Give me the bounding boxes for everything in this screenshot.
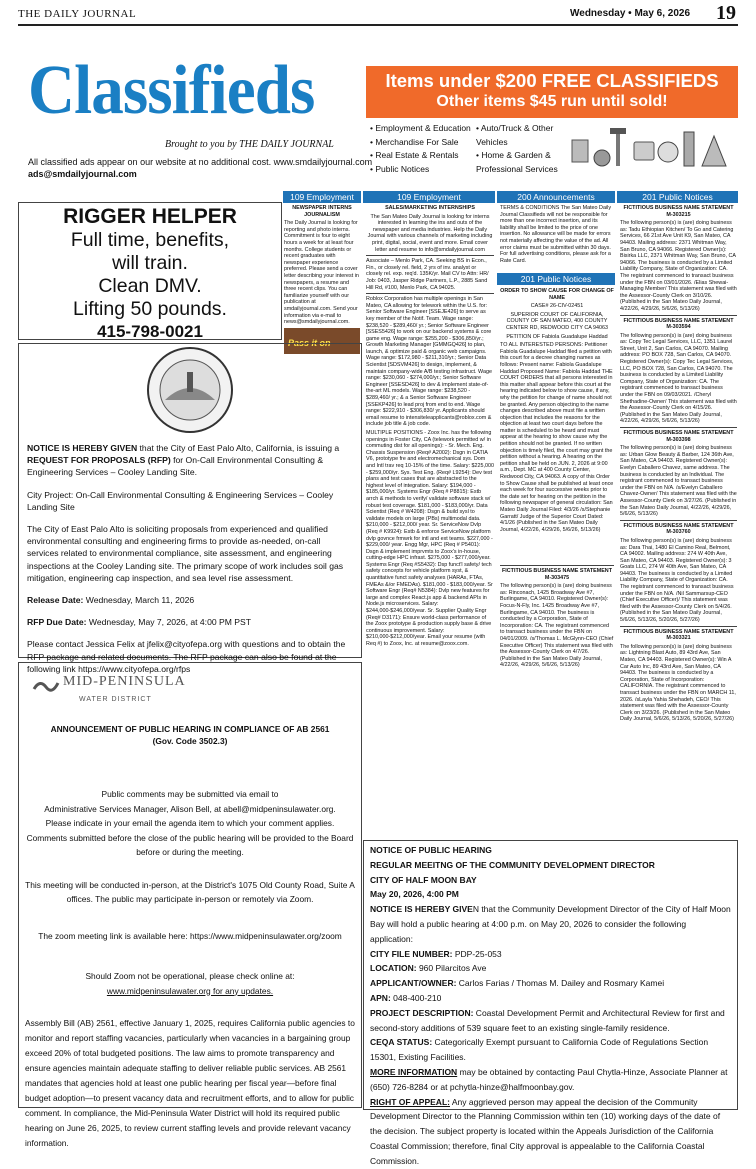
ad-line: Lifting 50 pounds. <box>73 298 227 320</box>
epa-due: RFP Due Date: Wednesday, May 7, 2026, at 4:00 PM PST <box>27 617 252 628</box>
terms-text: TERMS & CONDITIONS The San Mateo Daily Journal Classifieds will not be responsible for more than one incorrect insertion, and its liability shall be limited to the price of one insertion. No allowance will be made for errors not materially affecting the value of the ad. All error claims must be submitted within 30 days. For full advertising conditions, please ask for a Rate Card. <box>500 205 612 264</box>
zoom-link[interactable]: The zoom meeting link is available here: https://www.midpeninsulawater.org/zoom <box>38 930 342 941</box>
mpwd-text: Administrative Services Manager, Alison Bell, at abell@midpeninsulawater.org. <box>44 803 336 814</box>
mpwd-text: Comments submitted before the close of the public hearing will be provided to the Board <box>26 832 354 843</box>
ad-phone[interactable]: 415-798-0021 <box>97 322 203 341</box>
ad-line: Full time, benefits, <box>70 229 230 251</box>
mpwd-title: ANNOUNCEMENT OF PUBLIC HEARING IN COMPLIANCE OF AB 2561 <box>50 724 330 734</box>
fbn-body: The following person(s) is (are) doing business as: Urban Glow Beauty & Barber, 124 36th Ave, San Mateo, CA 94403. Registered Owner(s): Evelyn Caballero Chavez, same address. The business is conducted by an Individual. The registrant commenced to transact business under the FBN on N/A. /s/Evelyn Caballero Chavez-Owner/ This statement was filed with the Assessor-County Clerk on 3/27/26. (Published in the San Mateo Daily Journal, 4/22/26, 4/29/26, 5/6/26, 5/13/26) <box>620 445 737 518</box>
nc-case: CASE# 26-CIV-02451 <box>530 303 584 310</box>
mpwd-text: Should Zoom not be operational, please check online at: <box>85 971 295 981</box>
hmb-field: CITY FILE NUMBER: PDP-25-053 <box>370 948 502 959</box>
name-change-notice <box>500 288 614 560</box>
hmb-heading: CITY OF HALF MOON BAY <box>370 874 477 885</box>
roblox-ad: Roblox Corporation has multiple openings in San Mateo, CA allowing for telework within the U.S. for: Senior Software Engineer [SSEJE426] to serve as key member of the Notif. Team. Wage range: $238,520 - $289,460/ yr.; Senior Software Engineer [SSES5426] to work on our backend systems & core game eng. Wage range: $255,200 - $306,850/yr.; Growth Marketing Manager [GMMGQ426] to plan, launch, & optimize paid & organic web campaigns. Wage range: $172,980 - $211,310/yr.; Senior Data Scientist [SDSVM426] to design, implement, & maintain company-wide A/B testing infrastruct. Wage range: $230,060 - $274,000/yr.; Senior Software Engineer [SSESD426] to dev & implement state-of-the-art ML models. Wage range: $238,520 - $289,460/ yr.; & a Senior Software Engineer [SSEKP426] to lead proj from end to end. Wage range: $222,910 - $306,830/ yr. Applicants should email resume to intensiteleapplicants@roblox.com & include job title & job code. <box>366 296 492 428</box>
hmb-intro: NOTICE IS HEREBY GIVEN that the Community Development Director of the City of Half Moon Bay will hold a public hearing at 4:00 p.m. on May 20, 2026 to consider the following application: <box>370 904 731 944</box>
mpwd-text: before or during the meeting. <box>136 847 244 857</box>
column-head-employment: 109 Employment <box>283 191 361 203</box>
water-wave-icon <box>33 677 59 697</box>
mpwd-website-link[interactable]: www.midpeninsulawater.org for any updates. <box>106 985 274 996</box>
fbn-body: The following person(s) is (are) doing business as: Rinconach, 1425 Broadway Ave #7, Burlingame, CA 94010. Registered Owner(s): Focus-N-Fly, Inc. 1425 Broadway Ave #7, Burlingame, CA 94010. The business is conducted by a Corporation, State of Incorporation: CA. The registrant commenced to transact business under the FBN on 04/01/2009. /s/Thomas L. McGlynn-CEO (Chief Executive Officer) This statement was filed with the Assessor-County Clerk on 4/7/26. (Published in the San Mateo Daily Journal, 4/22/26, 4/29/26, 5/6/26, 5/13/26) <box>500 583 614 669</box>
issue-date: Wednesday • May 6, 2026 <box>570 8 691 19</box>
brought-by: Brought to you by THE DAILY JOURNAL <box>165 139 334 150</box>
category-item: • Employment & Education <box>370 122 471 136</box>
category-item: • Public Notices <box>370 163 471 177</box>
mpwd-ab2561-text: Assembly Bill (AB) 2561, effective January 1, 2025, requires California public agencies to monitor and report staffing vacancies, particularly when vacancies in a bargaining group exceed 20% of total budgeted positions. The law aims to promote transparency and ensure agencies maintain adequate staffing to deliver reliable public services. AB 2561 mandates that agencies hold at least one public hearing per fiscal year—before final budget adoption—to present vacancy data and recruitment efforts, and to allow for public comment. In compliance, the Mid-Peninsula Water District will hold its required public hearing on June 26, 2025, to review current staffing levels and provide relevant vacancy information. <box>25 1018 355 1148</box>
column-head-announcements: 200 Announcements <box>497 191 615 203</box>
page-number: 19 <box>716 2 736 24</box>
hmb-field: PROJECT DESCRIPTION: Coastal Development Permit and Architectural Review for first and second-story additions of 539 square feet to an existing single-family residence. <box>370 1007 725 1033</box>
east-palo-alto-rfp-notice <box>18 343 362 674</box>
epa-project: City Project: On-Call Environmental Consulting & Engineering Services – Cooley Landing Site <box>27 489 334 512</box>
mid-peninsula-hearing-notice <box>18 662 362 1148</box>
fbn-title: FICTITIOUS BUSINESS NAME STATEMENT M-303475 <box>501 568 612 581</box>
classifieds-masthead: Classifieds <box>28 52 315 129</box>
fbn-body: The following person(s) is (are) doing business as: Dara Thai, 1480 El Camino Real, Belmont, CA 94002. Mailing address: 274 W 40th Ave, San Mateo, CA 94403. Registered Owner(s): 3 Goats LLC, 274 W 40th Ave, San Mateo, CA 94403. The business is conducted by a Limited Liability Company, State of Organization: CA. The registrant commenced to transact business under the FBN on N/A. /Nil Sammarsup-CEO (Chief Executive Officer)/ This statement was filed with the Assessor-County Clerk on 5/4/26. (Published in the San Mateo Daily Journal, 5/6/26, 5/13/26, 5/20/26, 5/27/26) <box>620 537 734 624</box>
epa-contact: Please contact Jessica Felix at jfelix@cityofepa.org with questions and to obtain the RFP package and related documents. The RFP package can also be found at the following link https://www.cityofepa.org/rfps <box>27 639 346 674</box>
intern-body: The Daily Journal is looking for reporting and photo interns. Commitment is four to eight hours a week for at least four months. College students or recent graduates with newspaper experience preferred. Please send a cover letter describing your interest in newspapers, a resume and three recent clips. You can familiarize yourself with our publication at smdailyjournal.com. Send your information via e-mail to news@smdailyjournal.com. <box>284 220 359 326</box>
rigger-helper-ad <box>18 202 282 340</box>
household-items-illustration <box>568 122 736 174</box>
fbn-title: FICTITIOUS BUSINESS NAME STATEMENT M-303321 <box>623 628 734 642</box>
hmb-field: RIGHT OF APPEAL: Any aggrieved person may appeal the decision of the Community Development Director to the Planning Commission within ten (10) working days of the date of the decision. The subject property is located within the Appeals Jurisdiction of the California Coastal Commission; therefore, final City approval is appealable to the California Coastal Commission. <box>370 1096 721 1166</box>
nc-court: SUPERIOR COURT OF CALIFORNIA, COUNTY OF SAN MATEO, 400 COUNTY CENTER RD, REDWOOD CITY CA 94063 <box>505 311 609 331</box>
sales-body: The San Mateo Daily Journal is looking for interns interested in learning the ins and outs of the newspaper and media industries. Help the Daily Journal with various channels of marketing including print, digital, social, event and more. Email cover letter and resume to info@smdailyjournal.com <box>367 213 493 253</box>
hmb-field: CEQA STATUS: Categorically Exempt pursuant to California Code of Regulations Section 15301, Existing Facilities. <box>370 1037 709 1063</box>
fbn-title: FICTITIOUS BUSINESS NAME STATEMENT M-303594 <box>623 317 734 331</box>
terms-block <box>500 205 614 263</box>
fbn-body: The following person(s) is (are) doing business as: Tadu Ethiopian Kitchen/ To Go and Catering Services, 66 21st Ave Unit K9, San Mateo, CA 94403. Mailing address: 2371 Whitman Way, San Bruno, CA 94066. Registered Owner(s): Bisirka LLC, 2371 Whitman Way, San Bruno, CA 94066. The business is conducted by a Limited Liability Company, State of Organization: CA. The registrant commenced to transact business under the FBN on 03/01/2026. /Elias Shewai-Managing Member/ This statement was filed with the Assessor-County Clerk on 3/10/26. (Published in the San Mateo Daily Journal, 4/22/26, 4/29/26, 5/6/26, 5/13/26) <box>620 220 737 312</box>
website-notice <box>28 157 372 180</box>
hmb-date: May 20, 2026, 4:00 PM <box>370 889 459 900</box>
nc-petition: PETITION OF Fabiola Guadalupe Haddad <box>506 333 608 340</box>
fbn-303475 <box>500 565 614 833</box>
mpwd-text: offices. The public may participate in-person or remotely via Zoom. <box>66 894 314 904</box>
hmb-field: APPLICANT/OWNER: Carlos Farias / Thomas M. Dailey and Rosmary Kamei <box>370 978 665 989</box>
zoox-ad: MULTIPLE POSITIONS - Zoox Inc. has the following openings in Foster City, CA (telework permitted w/ in commuting dist for all openings): - Sr. Mech. Eng. Chassis Suspension (Req# A2002): Dsgn in CATIA V6, prototype fre and electromechanical sys. Dom and Intl trav req 10-15% of the time. Salary: $225,000 - $259,000/yr. Sys. Test Eng. (Req# L9254): Dev test plans and test cases that are abstracted to the highest level of integration. Salary: $194,000 - $185,000/yr. Systems Engr (Req # P8815): Estb arrch & methods to verify/ validate software stack w/ robust test coverage. $181,000 - $183,000/yr. Data Scientist (Req # W4208): Dsgn & build sysl to validate models on large (PBs) multimodal data. $210,000 - $212,000/ year. Sr. ServiceNow Dvlp (Req # K9924): Estb & enforce ServiceNow platform dvlp govnce frmwrk for intl and ext teams. $227,000 - $229,000/ year. Engg Mgr, HPC (Req # P5401): Dsgn & implement imprvmts to Zoox's in-house, cutting-edge HPC infrast. $275,000 - $277,000/year. Systems Engr (Req #S5432): Dsp funct'l safety/ tech safety concepts for vehicle platform syst, & quantitative funct safety analyses (HARAs, FTAs, FMEAs &/or FMEDAs). $181,000 - $183,000/year. Sr Software Engr (Req# N5384): Dvlp new features for large and complex React.js app & backend APIs in Node.js microservices. Salary: $244,000-$246,000/year. Sr. Supplier Quality Engr (Req# D3171): Ensure world-class performance of the Zoox prototype & production supply base & drive continuous improvement. Salary: $210,000-$212,000/year. Email your resume (with Req #) to Zoox, Inc. at resume@zoox.com. <box>366 430 494 647</box>
website-notice-text: All classified ads appear on our website at no additional cost. www.smdailyjournal.com <box>28 157 373 167</box>
fbn-title: FICTITIOUS BUSINESS NAME STATEMENT M-303760 <box>623 522 734 536</box>
nc-body: TO ALL INTERESTED PERSONS: Petitioner Fabiola Guadalupe Haddad filed a petition with this court for a decree changing names as follows: Present name: Fabiola Guadalupe Haddad Proposed Name: Fabiola Haddad THE COURT ORDERS that all persons interested in this matter shall appear before this court at the hearing indicated below to show cause, if any, why the petition for change of name should not be granted. Any person objecting to the name changes described above must file a written objection that includes the reasons for the objection at least two court days before the matter is scheduled to be heard and must appear at the hearing to show cause why the petition should not be granted. If no written objection is timely filed, the court may grant the petition without a hearing. A hearing on the petition shall be held on JUN. 2, 2026 at 9:00 a.m., Dept. MC at 400 County Center, Redwood City, CA 94063. A copy of this Order to Show Cause shall be published at least once each week for four successive weeks prior to the date set for hearing on the petition in the following newspaper of general circulation: San Mateo Daily Journal Filed: 4/3/26 /s/Stephanie Garratt/ Judge of the Superior Court Dated: 4/1/26 (Published in the San Mateo Daily Journal, 4/22/26, 4/29/26, 5/6/26, 5/13/26) <box>500 342 614 533</box>
public-notices-column <box>620 205 737 833</box>
intern-title: NEWSPAPER INTERNS JOURNALISM <box>292 205 352 218</box>
sales-title: SALES/MARKETING INTERNSHIPS <box>385 205 475 211</box>
newspaper-name: THE DAILY JOURNAL <box>18 8 137 20</box>
fbn-title: FICTITIOUS BUSINESS NAME STATEMENT M-303398 <box>623 430 734 443</box>
header-rule <box>18 24 738 26</box>
epa-release: Release Date: Wednesday, March 11, 2026 <box>27 595 195 606</box>
hmb-field: MORE INFORMATION may be obtained by contacting Paul Chytla-Hinze, Associate Planner at (650) 726-8284 or at pchytla-hinze@halfmoonbay.gov. <box>370 1066 728 1092</box>
mpwd-logo: MID-PENINSULA WATER DISTRICT <box>31 673 355 709</box>
sales-column <box>366 205 494 833</box>
hmb-field: APN: 048-400-210 <box>370 992 442 1003</box>
fbn-body: The following person(s) is (are) doing business as: Copy Tec Legal Services, LLC, 1351 Laurel Street, Unit 2, San Carlos, CA 94070. Mailing address: PO BOX 728, San Carlos, CA 94070. Registered Owner(s): Copy Tec Legal Services, LLC, PO BOX 728, San Carlos, CA 94070. The business is conducted by a Limited Liability Company, State of Organization: CA. The registrant commenced to transact business under the FBN on 09/03/2021. /Cheryl Shethadine-Owner/ This statement was filed with the Assessor-County Clerk on 4/15/26. (Published in the San Mateo Daily Journal, 4/22/26, 4/29/26, 5/6/26, 5/13/26) <box>620 332 737 425</box>
epa-scope: The City of East Palo Alto is soliciting proposals from experienced and qualified environmental consulting and engineering firms to provide as-needed, on-call services related to environmental compliance, site assessment, and engineering inspections at the Cooley Landing site. The primary scope of work includes soil gas mitigation, engineering cap inspection, and sea level rise assessment. <box>27 524 344 583</box>
category-item: • Merchandise For Sale <box>370 136 471 150</box>
ad-title: RIGGER HELPER <box>63 205 237 228</box>
ad-line: Clean DMV. <box>98 275 202 297</box>
associate-ad: Associate – Menlo Park, CA. Seeking BS in Econ., Fin., or closely rel. field, 2 yrs of inv. analyst or closely rel. exp. req'd. 135K/yr. Mail CV to Attn: HR/ Job: 0403, Jasper Ridge Partners, L.P., 2885 Sand Hill Rd, #100, Menlo Park, CA 94025. <box>366 258 489 291</box>
fbn-body: The following person(s) is (are) doing business as: Lightning Blast Auto, 89 43rd Ave, San Mateo, CA 94403. Registered Owner(s): Win A Car Auto Inc, 89 43rd Ave, San Mateo, CA 94403. The business is conducted by a Corporation, State of Incorporation: CALIFORNIA. The registrant commenced to transact business under the FBN on MARCH 11, 2026. /sLayla Yahia Shehadeh, CEO/ This statement was filed with the Assessor-County Clerk on 3/23/26. (Published in the San Mateo Daily Journal, 5/6/26, 5/13/26, 5/20/26, 5/27/26) <box>620 643 736 723</box>
category-list-1 <box>370 122 471 176</box>
epa-intro: NOTICE IS HEREBY GIVEN that the City of East Palo Alto, California, is issuing a REQUEST FOR PROPOSALS (RFP) for On-Call Environmental Consulting & Engineering Services – Cooley Landing Site. <box>27 443 340 478</box>
column-head-employment-2: 109 Employment <box>363 191 495 203</box>
category-item: • Home & Garden & Professional Services <box>476 149 568 176</box>
promo-line-1: Items under $200 FREE CLASSIFIEDS <box>385 70 719 91</box>
nc-title: ORDER TO SHOW CAUSE FOR CHANGE OF NAME <box>500 288 614 301</box>
intern-ad <box>284 205 360 348</box>
promo-banner <box>366 66 738 118</box>
mpwd-subtitle: (Gov. Code 3502.3) <box>152 736 228 746</box>
ad-line: will train. <box>112 252 188 274</box>
hmb-heading: NOTICE OF PUBLIC HEARING <box>370 845 492 855</box>
half-moon-bay-hearing-notice <box>363 840 738 1166</box>
column-head-public-notices: 201 Public Notices <box>617 191 738 203</box>
mpwd-text: This meeting will be conducted in-person, at the District's 1075 Old County Road, Suite A <box>25 879 355 890</box>
pass-it-on-label: Pass it on <box>288 337 331 348</box>
fbn-title: FICTITIOUS BUSINESS NAME STATEMENT M-303215 <box>623 205 734 218</box>
city-seal-icon <box>145 346 235 434</box>
category-item: • Real Estate & Rentals <box>370 149 471 163</box>
hmb-heading: REGULAR MEEITNG OF THE COMMUNITY DEVELOPMENT DIRECTOR <box>370 859 655 870</box>
mpwd-text: Public comments may be submitted via email to <box>101 789 279 799</box>
category-item: • Auto/Truck & Other Vehicles <box>476 122 568 149</box>
promo-line-2: Other items $45 run until sold! <box>436 93 668 110</box>
mpwd-text: Please indicate in your email the agenda item to which your comment applies. <box>45 818 335 828</box>
hmb-field: LOCATION: 960 Pilarcitos Ave <box>370 963 487 974</box>
category-list-2 <box>476 122 568 176</box>
ads-email[interactable]: ads@smdailyjournal.com <box>28 168 137 179</box>
column-head-public-notices-2: 201 Public Notices <box>497 273 615 285</box>
